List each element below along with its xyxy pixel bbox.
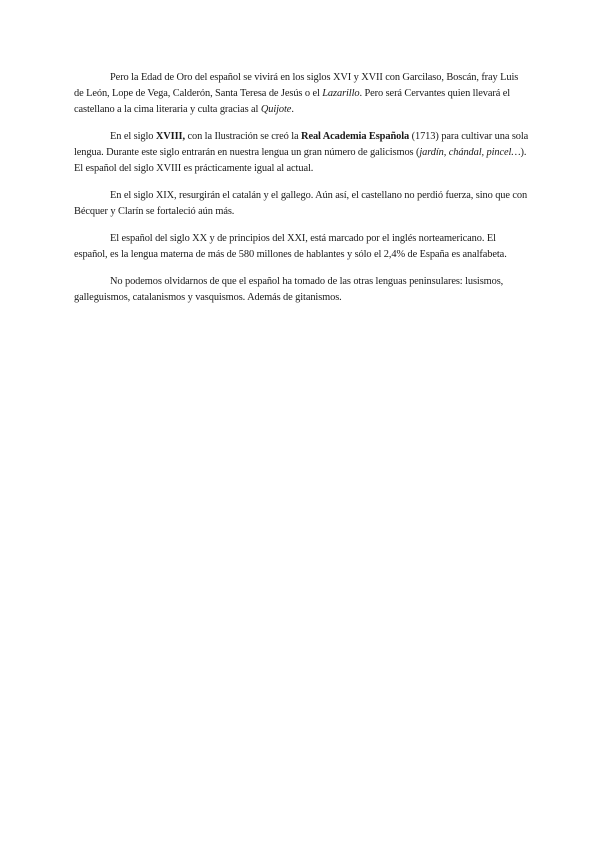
text-run: En el siglo XIX, resurgirán el catalán y el gallego. Aún así, el castellano no perdió fuerza, sino que con Bécquer y Clarín se fortaleció aún más. (74, 190, 528, 217)
italic-title-lazarillo: Lazarillo (322, 88, 360, 99)
bold-term-academy: Real Academia Española (301, 131, 410, 142)
text-run: El español del siglo XX y de principios del XXI, está marcado por el inglés norteamericano. El español, es la lengua materna de más de 580 millones de hablantes y sólo el 2,4% de España es analfabeta. (74, 233, 507, 260)
text-run: . (291, 104, 294, 115)
paragraph-eighteenth-century (74, 129, 530, 177)
text-run: ). El español del siglo XVIII es prácticamente igual al actual. (74, 147, 527, 174)
italic-title-quijote: Quijote (260, 104, 292, 115)
italic-examples: jardín, chándal, pincel… (419, 147, 521, 158)
text-run: con la Ilustración se creó la (184, 131, 302, 142)
bold-term-century: XVIII, (155, 131, 185, 142)
text-run: En el siglo (110, 131, 156, 142)
paragraph-peninsular-languages (74, 274, 530, 306)
text-run: (1713) para cultivar una sola lengua. Durante este siglo entrarán en nuestra lengua un gran número de galicismos ( (74, 131, 529, 158)
paragraph-twentieth-century (74, 231, 530, 263)
document-body (74, 70, 530, 317)
text-run: No podemos olvidarnos de que el español ha tomado de las otras lenguas peninsulares: lusismos, galleguismos, catalanismos y vasquismos. Además de gitanismos. (74, 276, 504, 303)
text-run: Pero la Edad de Oro del español se vivirá en los siglos XVI y XVII con Garcilaso, Boscán, fray Luis de León, Lope de Vega, Calderón, Santa Teresa de Jesús o el (74, 72, 519, 99)
paragraph-golden-age (74, 70, 530, 118)
paragraph-nineteenth-century (74, 188, 530, 220)
text-run: . Pero será Cervantes quien llevará el castellano a la cima literaria y culta gracias al (74, 88, 511, 115)
